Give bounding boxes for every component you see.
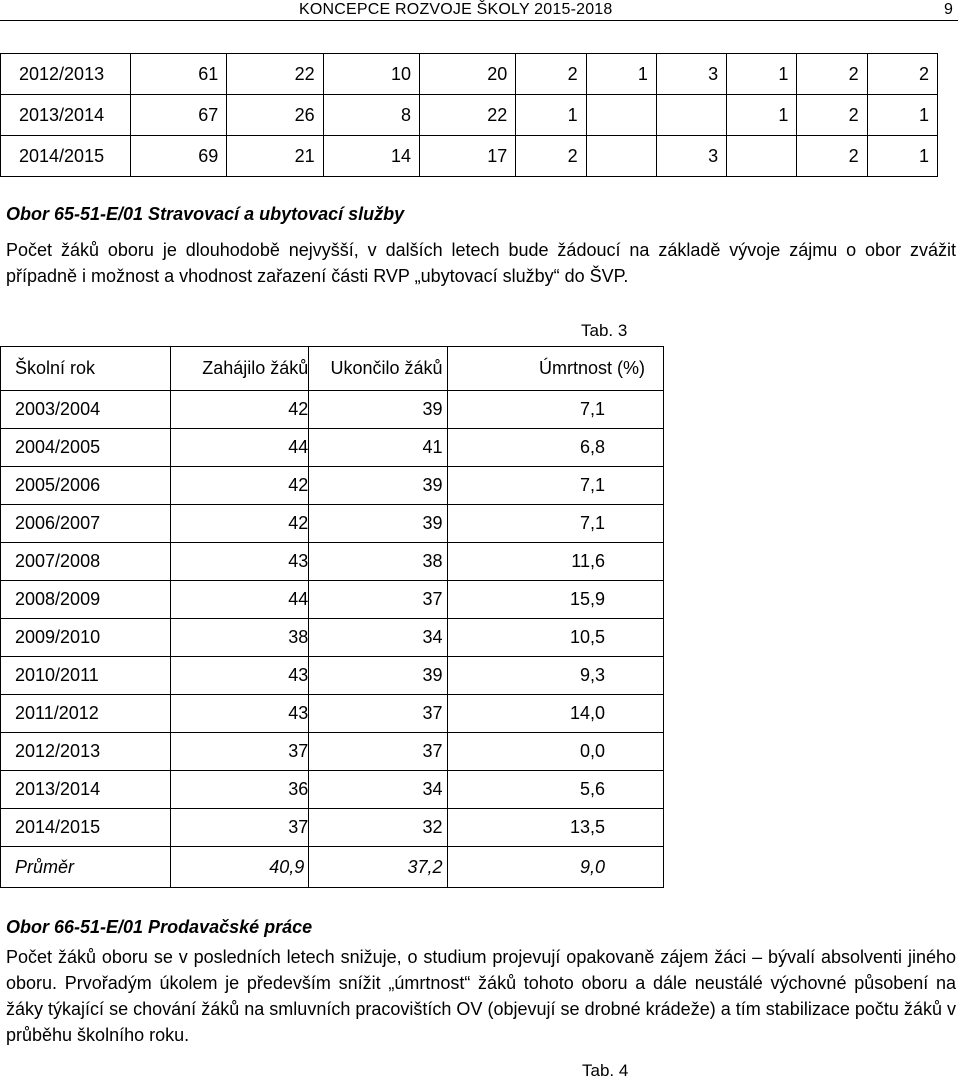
table-row [1, 136, 938, 177]
school-year-cell: 2008/2009 [1, 581, 171, 619]
table-row [1, 619, 664, 657]
table-row [1, 54, 938, 95]
average-started: 40,9 [170, 847, 308, 888]
table-row [1, 391, 664, 429]
count-cell: 10 [323, 54, 419, 95]
finished-cell: 38 [309, 543, 447, 581]
count-cell: 3 [656, 136, 726, 177]
finished-cell: 34 [309, 771, 447, 809]
started-cell: 44 [170, 581, 308, 619]
dropout-rate-cell: 7,1 [447, 391, 663, 429]
school-year-cell: 2011/2012 [1, 695, 171, 733]
school-year-cell: 2003/2004 [1, 391, 171, 429]
started-cell: 36 [170, 771, 308, 809]
dropout-rate-cell: 15,9 [447, 581, 663, 619]
count-cell: 2 [797, 136, 867, 177]
count-cell: 21 [227, 136, 323, 177]
school-year-cell: 2007/2008 [1, 543, 171, 581]
header-dropout-rate: Úmrtnost (%) [447, 347, 663, 391]
school-year-cell: 2004/2005 [1, 429, 171, 467]
average-label: Průměr [1, 847, 171, 888]
section-paragraph-65-51: Počet žáků oboru je dlouhodobě nejvyšší, v dalších letech bude žádoucí na základě vývoje zájmu o obor zvážit případně i možnost a vhodnost zařazení části RVP „ubytovací služby“ do ŠVP. [6, 240, 956, 286]
count-cell: 1 [867, 95, 937, 136]
finished-cell: 37 [309, 733, 447, 771]
dropout-rate-cell: 9,3 [447, 657, 663, 695]
dropout-rate-cell: 10,5 [447, 619, 663, 657]
finished-cell: 34 [309, 619, 447, 657]
enrollment-table [0, 53, 938, 177]
table-row [1, 657, 664, 695]
school-year-cell: 2012/2013 [1, 733, 171, 771]
school-year-cell: 2012/2013 [1, 54, 131, 95]
count-cell: 26 [227, 95, 323, 136]
started-cell: 43 [170, 695, 308, 733]
count-cell: 8 [323, 95, 419, 136]
school-year-cell: 2014/2015 [1, 809, 171, 847]
count-cell: 2 [797, 54, 867, 95]
finished-cell: 41 [309, 429, 447, 467]
finished-cell: 39 [309, 467, 447, 505]
count-cell: 22 [419, 95, 515, 136]
section-paragraph-66-51: Počet žáků oboru se v posledních letech snižuje, o studium projevují opakovaně zájem žáci – bývalí absolventi jiného oboru. Prvořadým úkolem je především snížit „úmrtnost“ žáků tohoto oboru a dále neustálé výchovné působení na žáky týkající se chování žáků na smluvních pracovištích OV (objevují se drobné krádeže) a tím stabilizace počtu žáků v průběhu školního roku. [6, 947, 956, 1045]
count-cell: 1 [586, 54, 656, 95]
school-year-cell: 2005/2006 [1, 467, 171, 505]
dropout-rate-cell: 0,0 [447, 733, 663, 771]
average-row [1, 847, 664, 888]
table-caption-4: Tab. 4 [582, 1061, 629, 1080]
dropout-rate-cell: 11,6 [447, 543, 663, 581]
table-row [1, 95, 938, 136]
dropout-rate-cell: 7,1 [447, 505, 663, 543]
dropout-rate-cell: 14,0 [447, 695, 663, 733]
table-row [1, 733, 664, 771]
school-year-cell: 2010/2011 [1, 657, 171, 695]
count-cell: 3 [656, 54, 726, 95]
started-cell: 43 [170, 543, 308, 581]
dropout-table [0, 346, 664, 888]
finished-cell: 37 [309, 581, 447, 619]
count-cell: 1 [727, 95, 797, 136]
count-cell: 1 [727, 54, 797, 95]
table-row [1, 543, 664, 581]
count-cell: 2 [516, 54, 586, 95]
table-caption-3: Tab. 3 [581, 321, 628, 340]
count-cell: 14 [323, 136, 419, 177]
started-cell: 38 [170, 619, 308, 657]
count-cell [727, 136, 797, 177]
table-row [1, 809, 664, 847]
dropout-rate-cell: 13,5 [447, 809, 663, 847]
table-row [1, 467, 664, 505]
header-rule [0, 20, 958, 21]
count-cell [586, 95, 656, 136]
school-year-cell: 2009/2010 [1, 619, 171, 657]
average-finished: 37,2 [309, 847, 447, 888]
count-cell: 61 [131, 54, 227, 95]
section-title-66-51: Obor 66-51-E/01 Prodavačské práce [6, 917, 313, 937]
finished-cell: 37 [309, 695, 447, 733]
count-cell: 17 [419, 136, 515, 177]
started-cell: 37 [170, 733, 308, 771]
started-cell: 42 [170, 391, 308, 429]
count-cell: 1 [867, 136, 937, 177]
started-cell: 37 [170, 809, 308, 847]
finished-cell: 39 [309, 657, 447, 695]
count-cell: 22 [227, 54, 323, 95]
table-row [1, 429, 664, 467]
table-row [1, 581, 664, 619]
header-started: Zahájilo žáků [170, 347, 308, 391]
table-row [1, 771, 664, 809]
header-finished: Ukončilo žáků [309, 347, 447, 391]
dropout-rate-cell: 5,6 [447, 771, 663, 809]
school-year-cell: 2006/2007 [1, 505, 171, 543]
count-cell [656, 95, 726, 136]
count-cell: 67 [131, 95, 227, 136]
header-school-year: Školní rok [1, 347, 171, 391]
school-year-cell: 2013/2014 [1, 771, 171, 809]
table-row [1, 505, 664, 543]
started-cell: 42 [170, 505, 308, 543]
count-cell: 2 [516, 136, 586, 177]
finished-cell: 32 [309, 809, 447, 847]
finished-cell: 39 [309, 505, 447, 543]
count-cell [586, 136, 656, 177]
document-title: KONCEPCE ROZVOJE ŠKOLY 2015-2018 [299, 1, 613, 18]
started-cell: 44 [170, 429, 308, 467]
table-row [1, 695, 664, 733]
count-cell: 69 [131, 136, 227, 177]
page-number: 9 [944, 1, 953, 18]
section-title-65-51: Obor 65-51-E/01 Stravovací a ubytovací služby [6, 204, 405, 224]
average-dropout-rate: 9,0 [447, 847, 663, 888]
count-cell: 20 [419, 54, 515, 95]
school-year-cell: 2013/2014 [1, 95, 131, 136]
count-cell: 2 [867, 54, 937, 95]
dropout-rate-cell: 7,1 [447, 467, 663, 505]
page-header [0, 0, 960, 24]
count-cell: 2 [797, 95, 867, 136]
finished-cell: 39 [309, 391, 447, 429]
started-cell: 42 [170, 467, 308, 505]
school-year-cell: 2014/2015 [1, 136, 131, 177]
table-header-row [1, 347, 664, 391]
count-cell: 1 [516, 95, 586, 136]
started-cell: 43 [170, 657, 308, 695]
dropout-rate-cell: 6,8 [447, 429, 663, 467]
